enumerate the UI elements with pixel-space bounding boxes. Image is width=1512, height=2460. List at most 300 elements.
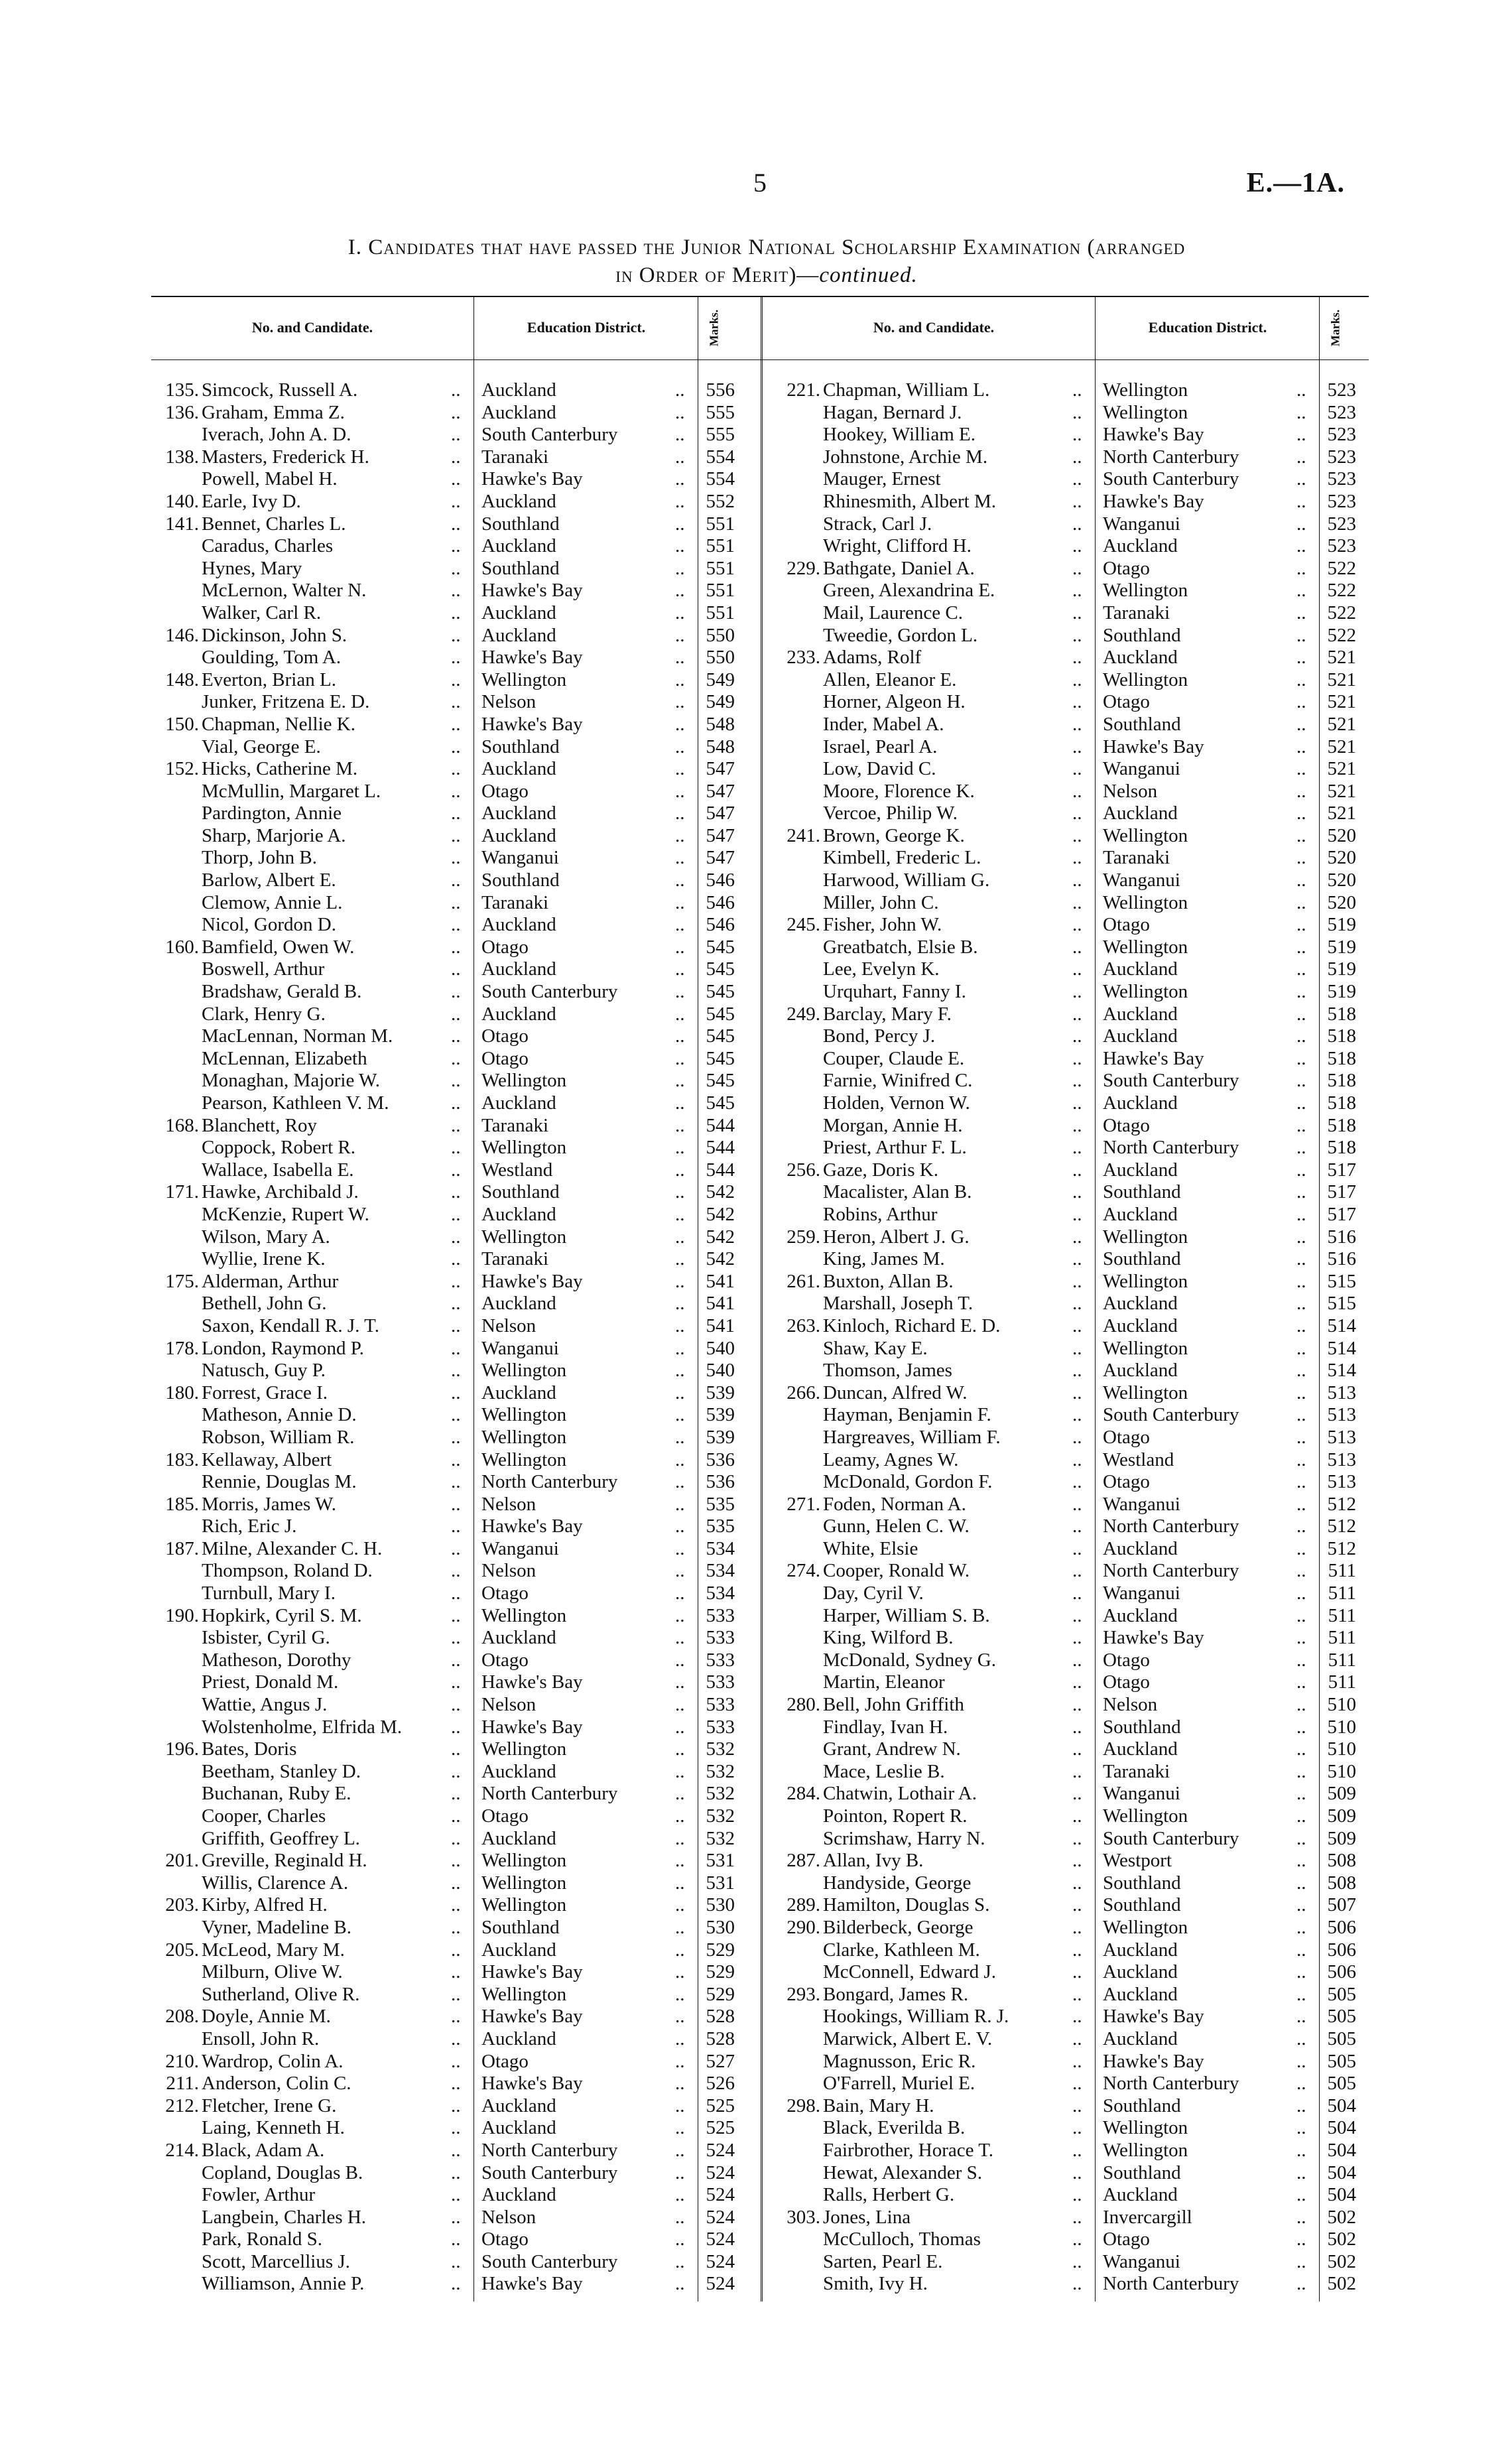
leader-dots: ..	[1296, 1983, 1306, 2005]
candidate-marks: 524	[706, 2139, 735, 2161]
table-row	[151, 847, 748, 870]
leader-dots: ..	[1296, 1516, 1306, 1537]
leader-dots: ..	[675, 1961, 685, 1983]
education-district: South Canterbury	[1103, 1827, 1239, 1849]
education-district: Otago	[1103, 1114, 1150, 1136]
education-district: Auckland	[1103, 647, 1178, 669]
leader-dots: ..	[1072, 1092, 1082, 1114]
candidate-name: Wyllie, Irene K.	[202, 1248, 326, 1270]
candidate-marks: 511	[1328, 1627, 1356, 1649]
table-row	[151, 446, 748, 469]
leader-dots: ..	[675, 2229, 685, 2250]
leader-dots: ..	[675, 1805, 685, 1827]
table-row	[773, 1137, 1369, 1159]
candidate-name: Priest, Donald M.	[202, 1671, 339, 1693]
education-district: Wellington	[1103, 891, 1188, 913]
table-row	[773, 513, 1369, 536]
title-continued: continued.	[819, 263, 918, 287]
table-row	[151, 580, 748, 602]
leader-dots: ..	[675, 424, 685, 446]
education-district: Auckland	[481, 1003, 556, 1025]
education-district: Hawke's Bay	[481, 1270, 583, 1292]
leader-dots: ..	[451, 1181, 461, 1203]
education-district: Auckland	[1103, 1293, 1178, 1315]
candidate-name: Milne, Alexander C. H.	[202, 1537, 383, 1559]
leader-dots: ..	[675, 1270, 685, 1292]
education-district: Wellington	[481, 1738, 567, 1760]
candidate-name: Turnbull, Mary I.	[202, 1583, 336, 1604]
table-row	[773, 1694, 1369, 1716]
leader-dots: ..	[1296, 1471, 1306, 1493]
leader-dots: ..	[451, 2050, 461, 2072]
leader-dots: ..	[1072, 981, 1082, 1003]
candidate-marks: 554	[706, 468, 735, 490]
leader-dots: ..	[451, 1360, 461, 1382]
leader-dots: ..	[451, 1404, 461, 1426]
candidate-name: Low, David C.	[823, 758, 936, 780]
table-row	[151, 1939, 748, 1962]
candidate-rank: 284.	[787, 1783, 820, 1805]
candidate-marks: 534	[706, 1560, 735, 1582]
candidate-name: Caradus, Charles	[202, 535, 334, 557]
candidate-name: Hamilton, Douglas S.	[823, 1894, 990, 1916]
leader-dots: ..	[1296, 1248, 1306, 1270]
leader-dots: ..	[1296, 1070, 1306, 1092]
education-district: Hawke's Bay	[481, 1516, 583, 1537]
leader-dots: ..	[1072, 490, 1082, 512]
candidate-name: Urquhart, Fanny I.	[823, 981, 966, 1003]
leader-dots: ..	[1072, 602, 1082, 623]
candidate-name: Williamson, Annie P.	[202, 2273, 365, 2295]
candidate-name: Strack, Carl J.	[823, 513, 932, 535]
candidate-name: Foden, Norman A.	[823, 1493, 966, 1515]
leader-dots: ..	[1296, 1961, 1306, 1983]
candidate-marks: 523	[1327, 446, 1356, 468]
leader-dots: ..	[1296, 490, 1306, 512]
candidate-rank: 183.	[165, 1449, 199, 1470]
candidate-name: Harper, William S. B.	[823, 1604, 990, 1626]
title-line-2-main: in Order of Merit)—	[615, 263, 820, 287]
leader-dots: ..	[675, 1872, 685, 1894]
candidate-name: Monaghan, Majorie W.	[202, 1070, 381, 1092]
candidate-name: Heron, Albert J. G.	[823, 1226, 970, 1248]
table-row	[151, 2251, 748, 2274]
leader-dots: ..	[1296, 1360, 1306, 1382]
candidate-marks: 505	[1327, 2050, 1356, 2072]
candidate-name: Rhinesmith, Albert M.	[823, 490, 996, 512]
candidate-name: Smith, Ivy H.	[823, 2273, 928, 2295]
leader-dots: ..	[675, 2206, 685, 2228]
candidate-name: Morgan, Annie H.	[823, 1114, 963, 1136]
table-row	[773, 1338, 1369, 1360]
table-row	[773, 691, 1369, 714]
leader-dots: ..	[1072, 1583, 1082, 1604]
candidate-marks: 540	[706, 1337, 735, 1359]
leader-dots: ..	[451, 2273, 461, 2295]
leader-dots: ..	[451, 914, 461, 936]
leader-dots: ..	[1296, 2095, 1306, 2116]
leader-dots: ..	[1296, 2229, 1306, 2250]
candidate-marks: 552	[706, 490, 735, 512]
candidate-name: Priest, Arthur F. L.	[823, 1137, 967, 1159]
leader-dots: ..	[1296, 1583, 1306, 1604]
table-row	[151, 958, 748, 981]
candidate-marks: 511	[1328, 1604, 1356, 1626]
leader-dots: ..	[675, 1916, 685, 1938]
candidate-rank: 168.	[165, 1114, 199, 1136]
education-district: Auckland	[481, 379, 556, 401]
candidate-name: Walker, Carl R.	[202, 602, 322, 623]
candidate-rank: 214.	[165, 2139, 199, 2161]
candidate-marks: 525	[706, 2095, 735, 2116]
header-marks-label: Marks.	[1328, 309, 1342, 346]
candidate-marks: 502	[1327, 2273, 1356, 2295]
education-district: Hawke's Bay	[1103, 490, 1204, 512]
leader-dots: ..	[1072, 1516, 1082, 1537]
education-district: Auckland	[1103, 1939, 1178, 1961]
table-row	[151, 1360, 748, 1382]
leader-dots: ..	[675, 446, 685, 468]
leader-dots: ..	[1072, 1337, 1082, 1359]
candidate-rank: 280.	[787, 1694, 820, 1716]
candidate-name: Hagan, Bernard J.	[823, 401, 962, 423]
education-district: Auckland	[481, 1827, 556, 1849]
header-district: Education District.	[1095, 296, 1320, 359]
leader-dots: ..	[1296, 914, 1306, 936]
candidate-name: Saxon, Kendall R. J. T.	[202, 1315, 379, 1336]
education-district: Southland	[1103, 1894, 1181, 1916]
leader-dots: ..	[1296, 401, 1306, 423]
candidate-marks: 510	[1327, 1738, 1356, 1760]
education-district: Auckland	[1103, 958, 1178, 980]
education-district: Auckland	[1103, 2028, 1178, 2049]
leader-dots: ..	[675, 1827, 685, 1849]
leader-dots: ..	[675, 780, 685, 802]
leader-dots: ..	[1296, 1649, 1306, 1671]
candidate-name: Barlow, Albert E.	[202, 870, 336, 891]
title-line-2	[170, 261, 1363, 289]
candidate-marks: 542	[706, 1248, 735, 1270]
table-row	[151, 1226, 748, 1249]
education-district: Wellington	[1103, 580, 1188, 602]
leader-dots: ..	[675, 1449, 685, 1470]
leader-dots: ..	[1072, 1426, 1082, 1448]
candidate-marks: 551	[706, 602, 735, 623]
table-row	[151, 1738, 748, 1761]
candidate-marks: 511	[1328, 1583, 1356, 1604]
education-district: Auckland	[1103, 1738, 1178, 1760]
leader-dots: ..	[1072, 1025, 1082, 1047]
candidate-name: Milburn, Olive W.	[202, 1961, 343, 1983]
candidate-name: Hynes, Mary	[202, 557, 302, 579]
candidate-marks: 518	[1327, 1137, 1356, 1159]
candidate-marks: 505	[1327, 2073, 1356, 2095]
table-row	[151, 2028, 748, 2051]
leader-dots: ..	[1296, 1560, 1306, 1582]
education-district: Auckland	[1103, 535, 1178, 557]
candidate-marks: 521	[1327, 647, 1356, 669]
table-row	[773, 1382, 1369, 1405]
candidate-name: King, James M.	[823, 1248, 945, 1270]
candidate-marks: 510	[1327, 1694, 1356, 1716]
education-district: Wellington	[481, 1137, 567, 1159]
leader-dots: ..	[675, 1537, 685, 1559]
candidate-rank: 138.	[165, 446, 199, 468]
education-district: Otago	[481, 1649, 529, 1671]
table-row	[773, 1783, 1369, 1805]
leader-dots: ..	[451, 1671, 461, 1693]
table-row	[773, 1850, 1369, 1872]
candidate-rank: 245.	[787, 914, 820, 936]
table-row	[151, 558, 748, 580]
leader-dots: ..	[1296, 1894, 1306, 1916]
table-row	[773, 2229, 1369, 2251]
candidate-name: Robins, Arthur	[823, 1203, 938, 1225]
candidate-marks: 523	[1327, 513, 1356, 535]
leader-dots: ..	[1072, 847, 1082, 869]
candidate-marks: 532	[706, 1827, 735, 1849]
leader-dots: ..	[1296, 1293, 1306, 1315]
education-district: Wanganui	[1103, 1583, 1180, 1604]
table-row	[151, 535, 748, 558]
leader-dots: ..	[675, 602, 685, 623]
table-row	[773, 1984, 1369, 2006]
candidate-rank: 152.	[165, 758, 199, 780]
leader-dots: ..	[451, 2006, 461, 2028]
education-district: Taranaki	[1103, 1760, 1170, 1782]
candidate-rank: 203.	[165, 1894, 199, 1916]
table-row	[151, 625, 748, 647]
leader-dots: ..	[1072, 557, 1082, 579]
candidate-name: London, Raymond P.	[202, 1337, 364, 1359]
table-row	[151, 1560, 748, 1583]
candidate-marks: 526	[706, 2073, 735, 2095]
leader-dots: ..	[451, 1270, 461, 1292]
candidate-name: Chapman, Nellie K.	[202, 713, 355, 735]
candidate-marks: 528	[706, 2028, 735, 2049]
education-district: Auckland	[1103, 1537, 1178, 1559]
candidate-name: Chatwin, Lothair A.	[823, 1783, 977, 1805]
candidate-rank: 233.	[787, 647, 820, 669]
candidate-marks: 523	[1327, 401, 1356, 423]
leader-dots: ..	[675, 1003, 685, 1025]
education-district: Wanganui	[481, 1337, 559, 1359]
candidate-marks: 529	[706, 1983, 735, 2005]
leader-dots: ..	[451, 624, 461, 646]
leader-dots: ..	[451, 1025, 461, 1047]
leader-dots: ..	[1072, 803, 1082, 824]
candidate-marks: 551	[706, 580, 735, 602]
education-district: Auckland	[1103, 1360, 1178, 1382]
candidate-marks: 544	[706, 1159, 735, 1181]
candidate-marks: 533	[706, 1671, 735, 1693]
table-row	[151, 491, 748, 513]
education-district: Taranaki	[481, 1114, 549, 1136]
leader-dots: ..	[1072, 2117, 1082, 2139]
candidate-marks: 535	[706, 1493, 735, 1515]
education-district: Wellington	[1103, 1805, 1188, 1827]
education-district: North Canterbury	[1103, 1560, 1239, 1582]
table-row	[151, 1048, 748, 1070]
candidate-marks: 524	[706, 2273, 735, 2295]
leader-dots: ..	[1296, 1047, 1306, 1069]
header-marks	[1319, 296, 1352, 359]
candidate-name: McLeod, Mary M.	[202, 1939, 345, 1961]
education-district: Southland	[481, 557, 560, 579]
candidate-name: Couper, Claude E.	[823, 1047, 965, 1069]
leader-dots: ..	[1072, 1270, 1082, 1292]
leader-dots: ..	[675, 2162, 685, 2183]
candidate-name: Anderson, Colin C.	[202, 2073, 351, 2095]
candidate-name: Mace, Leslie B.	[823, 1760, 945, 1782]
leader-dots: ..	[675, 557, 685, 579]
candidate-rank: 274.	[787, 1560, 820, 1582]
leader-dots: ..	[1072, 1627, 1082, 1649]
table-row	[151, 1003, 748, 1026]
education-district: Westland	[1103, 1449, 1174, 1470]
right-table-header	[773, 296, 1369, 359]
candidate-name: Alderman, Arthur	[202, 1270, 339, 1292]
education-district: Southland	[481, 1181, 560, 1203]
header-marks	[698, 296, 730, 359]
candidate-marks: 545	[706, 1047, 735, 1069]
education-district: Wellington	[481, 1404, 567, 1426]
table-row	[151, 1271, 748, 1293]
table-row	[151, 2273, 748, 2296]
candidate-name: Ensoll, John R.	[202, 2028, 320, 2049]
leader-dots: ..	[451, 2250, 461, 2272]
candidate-name: McLernon, Walter N.	[202, 580, 367, 602]
candidate-marks: 545	[706, 958, 735, 980]
education-district: Auckland	[1103, 2184, 1178, 2206]
education-district: Auckland	[481, 1382, 556, 1403]
candidate-name: Findlay, Ivan H.	[823, 1716, 948, 1738]
education-district: Wanganui	[1103, 1783, 1180, 1805]
leader-dots: ..	[1296, 891, 1306, 913]
candidate-marks: 546	[706, 914, 735, 936]
leader-dots: ..	[1072, 513, 1082, 535]
leader-dots: ..	[451, 2028, 461, 2049]
candidate-marks: 524	[706, 2206, 735, 2228]
leader-dots: ..	[1072, 2206, 1082, 2228]
candidate-name: Holden, Vernon W.	[823, 1092, 970, 1114]
education-district: Wellington	[1103, 824, 1188, 846]
candidate-name: Willis, Clarence A.	[202, 1872, 349, 1894]
table-row	[773, 781, 1369, 803]
candidate-marks: 533	[706, 1716, 735, 1738]
table-row	[773, 1961, 1369, 1984]
candidate-marks: 534	[706, 1583, 735, 1604]
candidate-marks: 549	[706, 669, 735, 690]
candidate-marks: 531	[706, 1850, 735, 1872]
leader-dots: ..	[1296, 468, 1306, 490]
candidate-marks: 517	[1327, 1181, 1356, 1203]
leader-dots: ..	[1296, 2006, 1306, 2028]
leader-dots: ..	[1296, 2184, 1306, 2206]
candidate-marks: 518	[1327, 1047, 1356, 1069]
candidate-name: Adams, Rolf	[823, 647, 922, 669]
candidate-marks: 542	[706, 1181, 735, 1203]
education-district: Wellington	[1103, 401, 1188, 423]
leader-dots: ..	[1296, 2139, 1306, 2161]
leader-dots: ..	[451, 981, 461, 1003]
candidate-marks: 536	[706, 1471, 735, 1493]
candidate-rank: 196.	[165, 1738, 199, 1760]
table-row	[773, 2028, 1369, 2051]
table-row	[773, 758, 1369, 781]
table-row	[151, 2006, 748, 2028]
candidate-marks: 504	[1327, 2095, 1356, 2116]
table-row	[773, 1627, 1369, 1650]
leader-dots: ..	[451, 1760, 461, 1782]
table-row	[151, 2073, 748, 2095]
table-row	[151, 513, 748, 536]
education-district: Otago	[481, 1025, 529, 1047]
leader-dots: ..	[451, 1070, 461, 1092]
candidate-marks: 533	[706, 1694, 735, 1716]
candidate-marks: 547	[706, 758, 735, 780]
table-row	[151, 2117, 748, 2140]
candidate-name: Wright, Clifford H.	[823, 535, 972, 557]
leader-dots: ..	[451, 1337, 461, 1359]
table-row	[773, 1048, 1369, 1070]
candidate-marks: 511	[1328, 1649, 1356, 1671]
leader-dots: ..	[1072, 1649, 1082, 1671]
leader-dots: ..	[1072, 936, 1082, 958]
candidate-name: Everton, Brian L.	[202, 669, 336, 690]
leader-dots: ..	[675, 2028, 685, 2049]
candidate-name: Matheson, Dorothy	[202, 1649, 351, 1671]
candidate-rank: 293.	[787, 1983, 820, 2005]
candidate-name: Fowler, Arthur	[202, 2184, 316, 2206]
candidate-marks: 521	[1327, 758, 1356, 780]
education-district: Taranaki	[1103, 602, 1170, 623]
leader-dots: ..	[675, 1516, 685, 1537]
candidate-marks: 520	[1327, 824, 1356, 846]
education-district: Auckland	[481, 2184, 556, 2206]
candidate-marks: 502	[1327, 2206, 1356, 2228]
candidate-marks: 522	[1327, 557, 1356, 579]
candidate-name: Sarten, Pearl E.	[823, 2250, 943, 2272]
table-row	[773, 1293, 1369, 1315]
candidate-rank: 180.	[165, 1382, 199, 1403]
table-row	[773, 2073, 1369, 2095]
education-district: Southland	[481, 513, 560, 535]
candidate-rank: 229.	[787, 557, 820, 579]
candidate-name: Bell, John Griffith	[823, 1694, 964, 1716]
leader-dots: ..	[1072, 624, 1082, 646]
table-row	[151, 937, 748, 959]
education-district: North Canterbury	[481, 1471, 618, 1493]
candidate-marks: 520	[1327, 870, 1356, 891]
candidate-name: Mail, Laurence C.	[823, 602, 963, 623]
table-row	[151, 424, 748, 446]
leader-dots: ..	[451, 736, 461, 757]
table-row	[773, 1538, 1369, 1561]
candidate-name: Kirby, Alfred H.	[202, 1894, 328, 1916]
leader-dots: ..	[675, 1783, 685, 1805]
leader-dots: ..	[1296, 2073, 1306, 2095]
education-district: Wellington	[481, 669, 567, 690]
leader-dots: ..	[675, 981, 685, 1003]
candidate-name: King, Wilford B.	[823, 1627, 954, 1649]
leader-dots: ..	[675, 1047, 685, 1069]
leader-dots: ..	[1072, 758, 1082, 780]
candidate-marks: 513	[1327, 1471, 1356, 1493]
leader-dots: ..	[451, 1003, 461, 1025]
candidate-marks: 523	[1327, 535, 1356, 557]
leader-dots: ..	[1072, 1872, 1082, 1894]
